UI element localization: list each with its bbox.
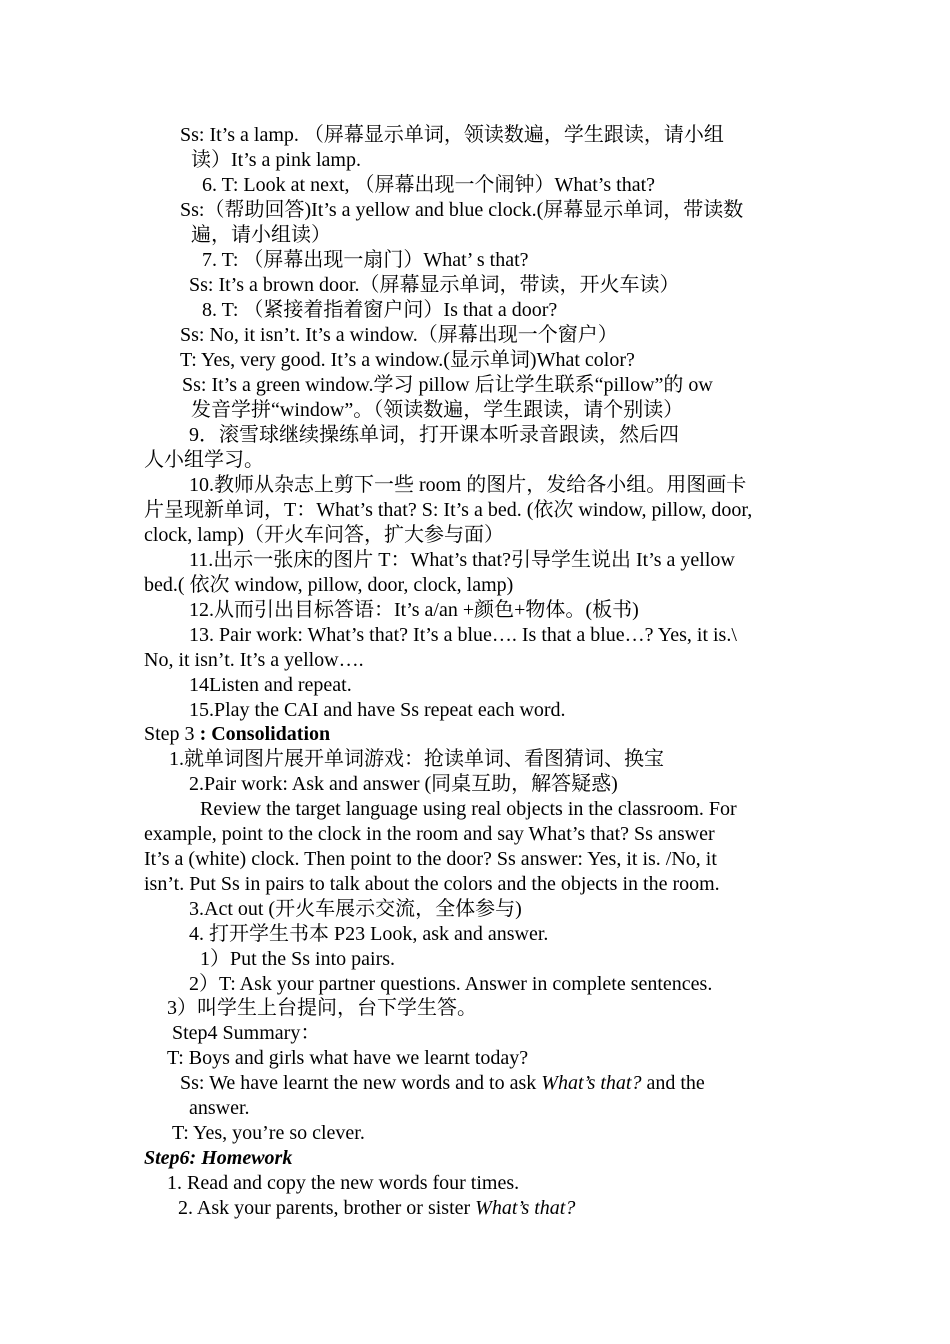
text-line: isn’t. Put Ss in pairs to talk about the colors and the objects in the room. [144, 873, 720, 895]
text-line: clock, lamp)（开火车问答，扩大参与面） [144, 524, 504, 546]
section-heading: Step 3 : Consolidation [144, 723, 331, 745]
text-line: Ss: No, it isn’t. It’s a window.（屏幕出现一个窗户） [180, 324, 618, 346]
text-line: 12.从而引出目标答语：It’s a/an +颜色+物体。(板书) [189, 599, 639, 621]
text-line: 11.出示一张床的图片 T：What’s that?引导学生说出 It’s a yellow [189, 549, 735, 571]
text-line: 3.Act out (开火车展示交流，全体参与) [189, 898, 522, 920]
text-line: Ss: We have learnt the new words and to ask What’s that? and the [180, 1072, 705, 1094]
text-line: 2）T: Ask your partner questions. Answer in complete sentences. [189, 973, 713, 995]
text-line: 1. Read and copy the new words four times. [167, 1172, 520, 1194]
text-line: 13. Pair work: What’s that? It’s a blue…. Is that a blue…? Yes, it is.\ [189, 624, 737, 646]
section-heading: Step6: Homework [144, 1147, 293, 1169]
text-line: 14Listen and repeat. [189, 674, 352, 696]
text-line: 9．滚雪球继续操练单词，打开课本听录音跟读，然后四 [189, 424, 679, 446]
text-line: 1.就单词图片展开单词游戏：抢读单词、看图猜词、换宝 [169, 748, 664, 770]
text-line: answer. [189, 1097, 250, 1119]
text-line: 10.教师从杂志上剪下一些 room 的图片，发给各小组。用图画卡 [189, 474, 747, 496]
text-line: 读）It’s a pink lamp. [191, 149, 361, 171]
text-line: 15.Play the CAI and have Ss repeat each word. [189, 699, 566, 721]
text-line: 2.Pair work: Ask and answer (同桌互助，解答疑惑) [189, 773, 618, 795]
text-line: 1）Put the Ss into pairs. [200, 948, 396, 970]
text-line: Ss: It’s a brown door.（屏幕显示单词，带读，开火车读） [189, 274, 680, 296]
text-line: 遍，请小组读） [191, 224, 331, 246]
text-line: T: Yes, very good. It’s a window.(显示单词)What color? [180, 349, 635, 371]
text-line: Review the target language using real objects in the classroom. For [200, 798, 737, 820]
text-line: 2. Ask your parents, brother or sister What’s that? [178, 1197, 576, 1219]
text-line: Step4 Summary： [172, 1022, 321, 1044]
text-line: 片呈现新单词，T：What’s that? S: It’s a bed. (依次 window, pillow, door, [144, 499, 753, 521]
text-line: example, point to the clock in the room and say What’s that? Ss answer [144, 823, 715, 845]
text-line: T: Yes, you’re so clever. [172, 1122, 365, 1144]
text-line: It’s a (white) clock. Then point to the door? Ss answer: Yes, it is. /No, it [144, 848, 717, 870]
text-line: 人小组学习。 [144, 449, 264, 471]
text-line: 8. T: （紧接着指着窗户问）Is that a door? [202, 299, 558, 321]
text-line: 发音学拼“window”。（领读数遍，学生跟读，请个别读） [191, 399, 684, 421]
text-line: T: Boys and girls what have we learnt today? [167, 1047, 529, 1069]
text-line: 3）叫学生上台提问，台下学生答。 [167, 997, 477, 1019]
text-line: 7. T: （屏幕出现一扇门）What’ s that? [202, 249, 529, 271]
text-line: Ss:（帮助回答)It’s a yellow and blue clock.(屏幕显示单词，带读数 [180, 199, 744, 221]
text-line: No, it isn’t. It’s a yellow…. [144, 649, 364, 671]
text-line: Ss: It’s a green window.学习 pillow 后让学生联系“pillow”的 ow [182, 374, 713, 396]
text-line: 4. 打开学生书本 P23 Look, ask and answer. [189, 923, 549, 945]
text-line: 6. T: Look at next, （屏幕出现一个闹钟）What’s that? [202, 174, 656, 196]
text-line: bed.( 依次 window, pillow, door, clock, lamp) [144, 574, 514, 596]
text-line: Ss: It’s a lamp. （屏幕显示单词，领读数遍，学生跟读，请小组 [180, 124, 724, 146]
